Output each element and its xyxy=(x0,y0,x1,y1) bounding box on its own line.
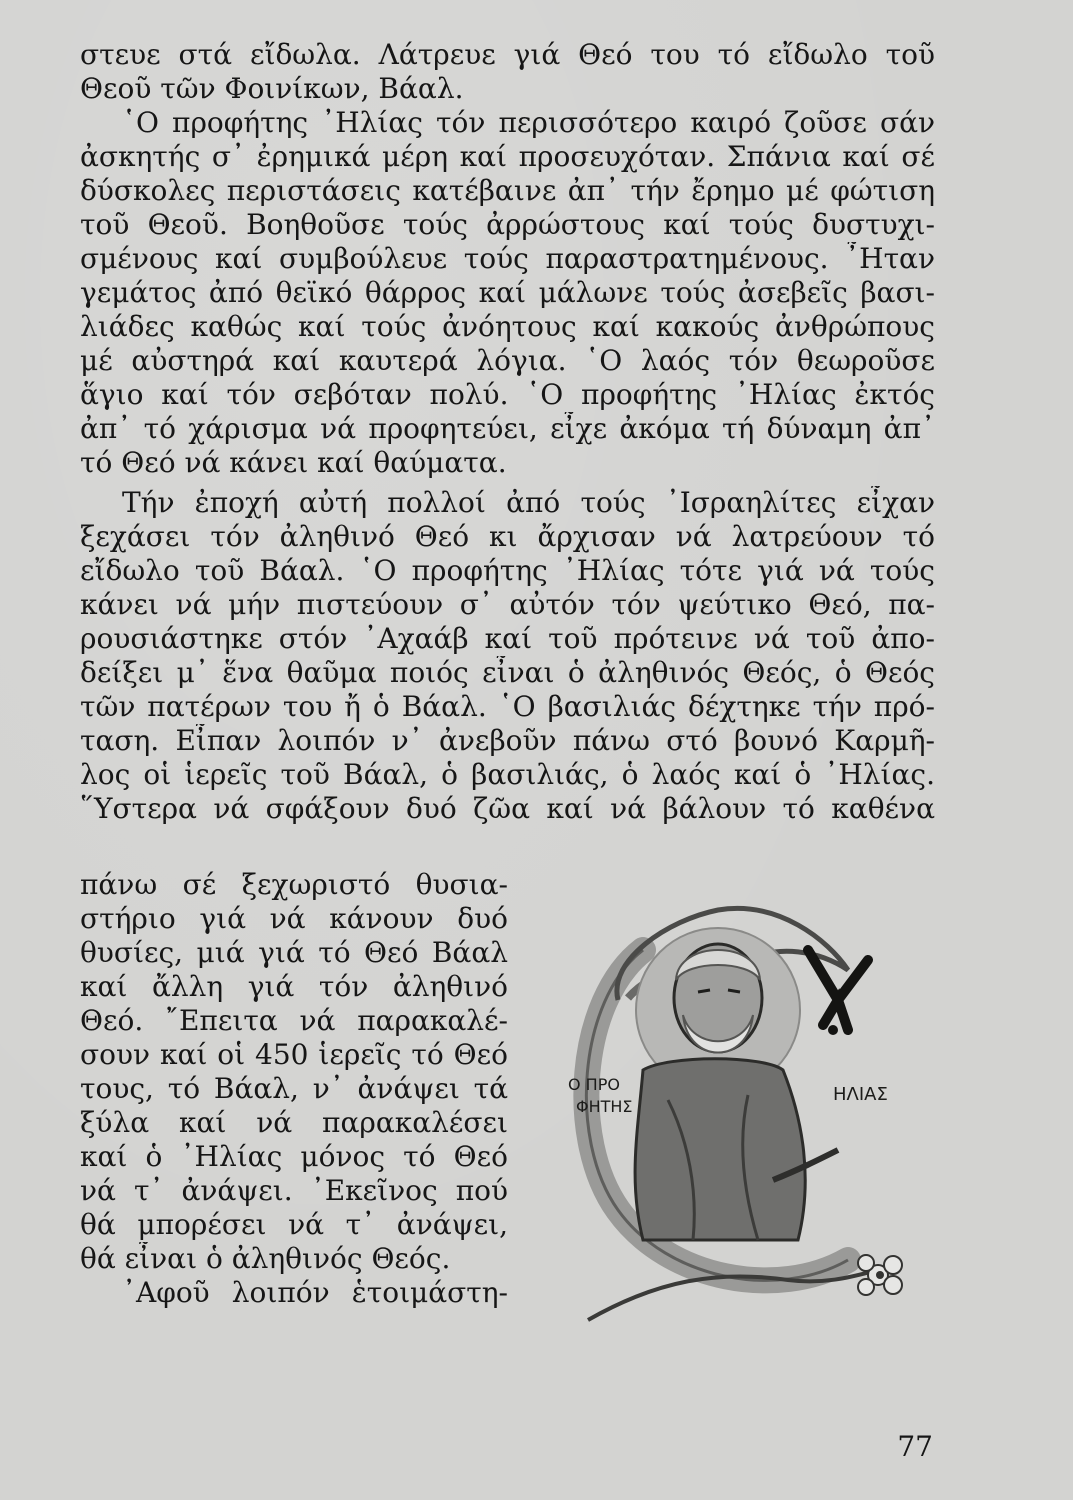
text-line: γεμάτος ἀπό θεϊκό θάρρος καί μάλωνε τούς ἀσεβεῖς βασι- xyxy=(80,276,935,309)
prophet-figure xyxy=(635,1059,805,1240)
page-number: 77 xyxy=(897,1430,933,1463)
text-line: νά τ᾿ ἀνάψει. ᾿Εκεῖνος πού xyxy=(80,1174,508,1207)
text-line: ρουσιάστηκε στόν ᾿Αχαάβ καί τοῦ πρότεινε νά τοῦ ἀπο- xyxy=(80,622,935,655)
text-line: θά εἶναι ὁ ἀληθινός Θεός. xyxy=(80,1242,451,1275)
text-line: ῾Ο προφήτης ᾿Ηλίας τόν περισσότερο καιρό ζοῦσε σάν xyxy=(122,106,935,139)
text-line: τους, τό Βάαλ, ν᾿ ἀνάψει τά xyxy=(80,1072,508,1105)
text-line: τοῦ Θεοῦ. Βοηθοῦσε τούς ἀρρώστους καί τούς δυστυχι- xyxy=(80,208,935,241)
text-line: μέ αὐστηρά καί καυτερά λόγια. ῾Ο λαός τόν θεωροῦσε xyxy=(80,344,935,377)
text-line: σμένους καί συμβούλευε τούς παραστρατημένους. ῏Ηταν xyxy=(80,242,935,275)
text-line: στευε στά εἴδωλα. Λάτρευε γιά Θεό του τό εἴδωλο τοῦ xyxy=(80,38,935,71)
text-line: Τήν ἐποχή αὐτή πολλοί ἀπό τούς ᾿Ισραηλίτες εἶχαν xyxy=(122,486,935,519)
text-line: λιάδες καθώς καί τούς ἀνόητους καί κακούς ἀνθρώπους xyxy=(80,310,935,343)
text-line: θά μπορέσει νά τ᾿ ἀνάψει, xyxy=(80,1208,508,1241)
upper-paragraph-block xyxy=(80,38,935,826)
text-line: Θεοῦ τῶν Φοινίκων, Βάαλ. xyxy=(80,72,464,105)
text-line: τό Θεό νά κάνει καί θαύματα. xyxy=(80,446,507,479)
text-line: εἴδωλο τοῦ Βάαλ. ῾Ο προφήτης ᾿Ηλίας τότε γιά νά τούς xyxy=(80,554,935,587)
text-line: πάνω σέ ξεχωριστό θυσια- xyxy=(80,868,508,901)
text-line: ἀπ᾿ τό χάρισμα νά προφητεύει, εἶχε ἀκόμα τή δύναμη ἀπ᾿ xyxy=(80,412,935,445)
prophet-elijah-illumination xyxy=(548,880,928,1332)
text-line: Θεό. ῎Επειτα νά παρακαλέ- xyxy=(80,1004,508,1037)
text-line: ἅγιο καί τόν σεβόταν πολύ. ῾Ο προφήτης ᾿Ηλίας ἐκτός xyxy=(80,378,935,411)
text-line: κάνει νά μήν πιστεύουν σ᾿ αὐτόν τόν ψεύτικο Θεό, πα- xyxy=(80,588,935,621)
text-line: δύσκολες περιστάσεις κατέβαινε ἀπ᾿ τήν ἔρημο μέ φώτιση xyxy=(80,174,935,207)
text-line: τῶν πατέρων του ἤ ὁ Βάαλ. ῾Ο βασιλιάς δέχτηκε τήν πρό- xyxy=(80,690,935,723)
text-line: στήριο γιά νά κάνουν δυό xyxy=(80,902,508,935)
text-line: θυσίες, μιά γιά τό Θεό Βάαλ xyxy=(80,936,508,969)
text-line: καί ὁ ᾿Ηλίας μόνος τό Θεό xyxy=(80,1140,508,1173)
text-line: λος οἱ ἱερεῖς τοῦ Βάαλ, ὁ βασιλιάς, ὁ λαός καί ὁ ᾿Ηλίας. xyxy=(80,758,935,791)
text-line: ᾿Αφοῦ λοιπόν ἑτοιμάστη- xyxy=(122,1276,508,1309)
text-line: ταση. Εἶπαν λοιπόν ν᾿ ἀνεβοῦν πάνω στό βουνό Καρμῆ- xyxy=(80,724,935,757)
inscription-left-1: Ο ΠΡΟ xyxy=(568,1075,620,1094)
text-line: καί ἄλλη γιά τόν ἀληθινό xyxy=(80,970,508,1003)
text-line: δείξει μ᾿ ἕνα θαῦμα ποιός εἶναι ὁ ἀληθινός Θεός, ὁ Θεός xyxy=(80,656,935,689)
lower-paragraph-block xyxy=(80,868,508,1310)
text-line: ξεχάσει τόν ἀληθινό Θεό κι ἄρχισαν νά λατρεύουν τό xyxy=(80,520,935,553)
text-line: ῞Υστερα νά σφάξουν δυό ζῶα καί νά βάλουν τό καθένα xyxy=(80,792,935,825)
inscription-left-2: ΦΗΤΗΣ xyxy=(576,1097,633,1116)
inscription-right: ΗΛΙΑΣ xyxy=(833,1084,888,1105)
text-line: ξύλα καί νά παρακαλέσει xyxy=(80,1106,508,1139)
text-line: σουν καί οἱ 450 ἱερεῖς τό Θεό xyxy=(80,1038,508,1071)
text-line: ἀσκητής σ᾿ ἐρημικά μέρη καί προσευχόταν. Σπάνια καί σέ xyxy=(80,140,935,173)
